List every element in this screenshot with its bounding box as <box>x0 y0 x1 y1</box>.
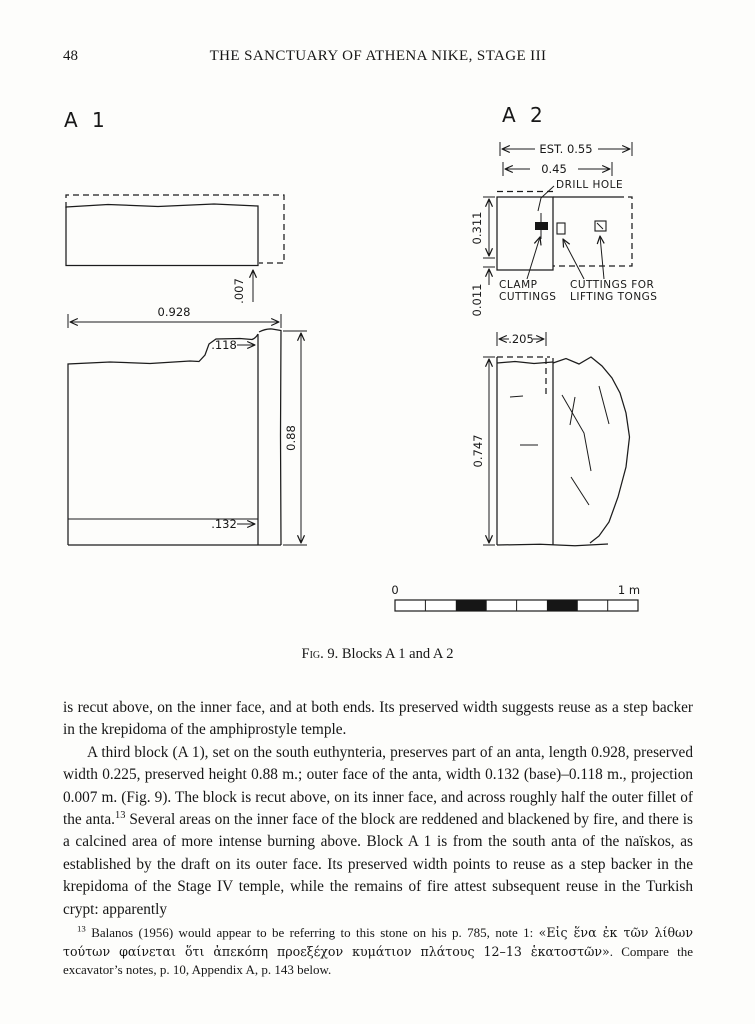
a1-dim-132: .132 <box>211 517 237 531</box>
a1-outer-face-line <box>259 329 281 545</box>
paragraph-2-text-b: Several areas on the inner face of the block are reddened and blackened by fire, and there is a calcined area of more intense burning above. Block A 1 is from the south anta of the naïskos, as established by the draft on its outer face. Its preserved width points to reuse as a step backer in the krepidoma of the Stage IV temple, while the remains of fire attest subsequent reuse in the Turkish crypt: apparently <box>63 811 693 918</box>
figure-9 <box>0 95 755 663</box>
a2-clamp-leader <box>527 237 540 279</box>
footnote-text-before-greek: Balanos (1956) would appear to be referring to this stone on his p. 785, note 1: <box>85 925 539 940</box>
a2-dim-0011: 0.011 <box>470 283 484 317</box>
a1-dim-007: .007 <box>232 278 246 304</box>
a2-dim-0747: 0.747 <box>471 434 485 468</box>
a2-tongs-label-1: CUTTINGS FOR <box>570 279 655 291</box>
a1-hatched-section <box>66 204 258 266</box>
a1-dim-088: 0.88 <box>284 425 298 451</box>
paragraph-1-text: is recut above, on the inner face, and at both ends. Its preserved width suggests reuse as a step backer in the krepidoma of the amphiprostyle temple. <box>63 699 693 739</box>
block-a2-drawing <box>470 103 657 546</box>
technical-drawing <box>0 95 755 640</box>
a2-plan-left-block <box>497 197 553 270</box>
scale-bar-black-segment <box>547 600 577 611</box>
a2-clamp-cutting <box>535 222 548 230</box>
a2-tong-tick <box>597 223 603 229</box>
a1-dim-0928: 0.928 <box>157 305 191 319</box>
body-text <box>63 697 693 921</box>
footnote-13 <box>63 924 693 980</box>
scale-zero-label: 0 <box>391 583 399 597</box>
paragraph-2 <box>63 742 693 921</box>
block-a1-label: A 1 <box>64 108 109 132</box>
a2-dim-0311: 0.311 <box>470 211 484 245</box>
paragraph-2-text-a: A third block (A 1), set on the south euthynteria, preserves part of an anta, length 0.928, preserved width 0.225, preserved height 0.88 m.; outer face of the anta, width 0.132 (base)–0.118 m., projection 0.007 m. (Fig. 9). The block is recut above, on its inner face, and across roughly half the outer fillet of the anta. <box>63 743 693 829</box>
figure-caption-number: Fig. 9. <box>301 646 339 662</box>
a2-crack-line <box>599 386 609 424</box>
footnote-greek-quotation: «Εἰς ἕνα ἐκ τῶν λίθων τούτων φαίνεται ὅτι ἀπεκόπη προεξέχον κυμάτιον πλάτους 12–13 ἑκατοστῶν» <box>63 925 693 959</box>
a2-crack-line <box>562 395 591 471</box>
a2-tongs-leader-left <box>563 239 584 279</box>
a2-dim-205: .205 <box>508 332 534 346</box>
a2-tong-cutting-left <box>557 223 565 234</box>
a1-dim-118: .118 <box>211 338 237 352</box>
page-number: 48 <box>63 48 78 64</box>
scale-bar-black-segment <box>456 600 486 611</box>
a2-broken-face-outline <box>553 357 630 543</box>
figure-caption <box>0 646 755 663</box>
block-a2-label: A 2 <box>502 103 547 127</box>
footnote-text-after-greek: . Compare the excavator’s notes, p. 10, Appendix A, p. 143 below. <box>63 943 693 978</box>
footnote-paragraph <box>63 924 693 980</box>
scale-bar <box>391 583 640 611</box>
a2-crack-line <box>571 477 589 505</box>
a2-drill-hole-label: DRILL HOLE <box>556 179 624 191</box>
a2-dim-est: EST. 0.55 <box>539 142 593 156</box>
figure-caption-text: Blocks A 1 and A 2 <box>338 646 454 662</box>
footnote-number: 13 <box>77 923 86 934</box>
paragraph-1 <box>63 697 693 742</box>
a2-clamp-label-1: CLAMP <box>499 279 538 291</box>
a2-elev-top-edge <box>497 362 553 364</box>
a2-elev-bottom-edge <box>497 544 608 546</box>
a2-clamp-label-2: CUTTINGS <box>499 291 557 303</box>
a2-tongs-label-2: LIFTING TONGS <box>570 291 658 303</box>
scale-one-meter-label: 1 m <box>617 583 641 597</box>
a2-tongs-leader-right <box>600 236 604 279</box>
a2-drill-hole-leader <box>538 186 554 211</box>
footnote-reference-13: 13 <box>115 809 126 821</box>
block-a1-drawing <box>64 108 307 545</box>
a2-texture-line <box>510 396 523 397</box>
a2-dim-045: 0.45 <box>541 162 567 176</box>
page-header <box>63 48 693 70</box>
a1-block-outline <box>68 334 258 545</box>
running-head: THE SANCTUARY OF ATHENA NIKE, STAGE III <box>209 48 547 64</box>
